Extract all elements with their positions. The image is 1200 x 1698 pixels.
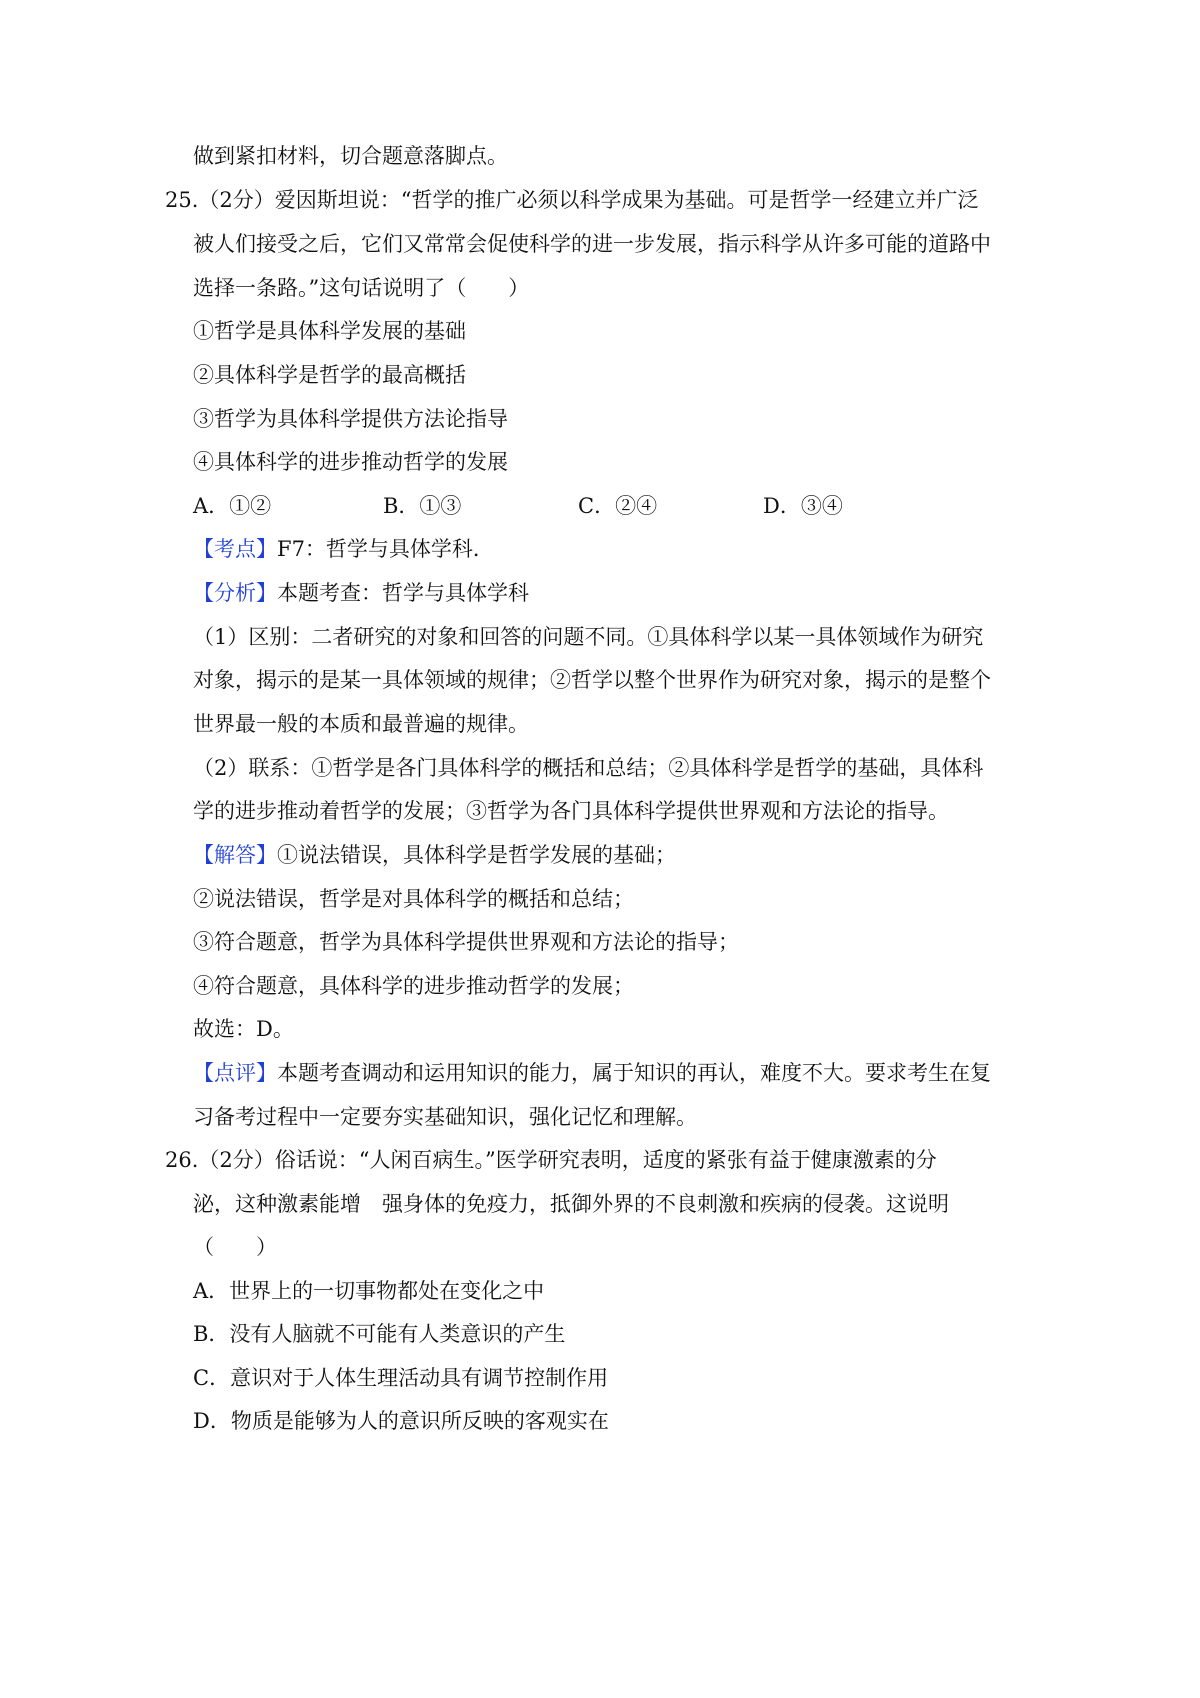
q25-jieda-line: ④符合题意，具体科学的进步推动哲学的发展；: [193, 974, 634, 998]
q26-option-a: A．世界上的一切事物都处在变化之中: [193, 1279, 545, 1303]
previous-answer-tail: 做到紧扣材料，切合题意落脚点。: [193, 144, 508, 168]
dianping-tag: 【点评】: [193, 1061, 277, 1085]
q25-option-c: C．②④: [578, 494, 658, 518]
q25-fenxi-line: 学的进步推动着哲学的发展；③哲学为各门具体科学提供世界观和方法论的指导。: [193, 799, 949, 823]
q25-fenxi-line: 对象，揭示的是某一具体领域的规律；②哲学以整个世界作为研究对象，揭示的是整个: [193, 668, 991, 692]
q25-fenxi: [193, 578, 529, 608]
q25-jieda-line: ②说法错误，哲学是对具体科学的概括和总结；: [193, 887, 634, 911]
dianping-text: 本题考查调动和运用知识的能力，属于知识的再认，难度不大。要求考生在复: [277, 1061, 991, 1085]
q26-stem-line: （ ）: [193, 1235, 277, 1259]
q25-dianping-line: 习备考过程中一定要夯实基础知识，强化记忆和理解。: [193, 1105, 697, 1129]
q25-jieda: [193, 840, 676, 870]
jieda-tag: 【解答】: [193, 843, 277, 867]
q26-stem-line: 泌，这种激素能增 强身体的免疫力，抵御外界的不良刺激和疾病的侵袭。这说明: [193, 1192, 949, 1216]
kaodian-text: F7：哲学与具体学科．: [277, 537, 494, 561]
q25-answer: 故选：D。: [193, 1017, 294, 1041]
q25-stem-line: 被人们接受之后，它们又常常会促使科学的进一步发展，指示科学从许多可能的道路中: [193, 232, 991, 256]
q25-jieda-line: ③符合题意，哲学为具体科学提供世界观和方法论的指导；: [193, 930, 739, 954]
q25-option-d: D．③④: [763, 494, 843, 518]
q25-fenxi-line: 世界最一般的本质和最普遍的规律。: [193, 712, 529, 736]
q25-kaodian: [193, 534, 494, 564]
q25-stem-line: 选择一条路。”这句话说明了（ ）: [193, 276, 530, 300]
q26-option-d: D．物质是能够为人的意识所反映的客观实在: [193, 1409, 609, 1433]
fenxi-text: 本题考查：哲学与具体学科: [277, 581, 529, 605]
q26-option-c: C．意识对于人体生理活动具有调节控制作用: [193, 1366, 609, 1390]
q25-option-b: B．①③: [383, 494, 462, 518]
q25-fenxi-line: （2）联系：①哲学是各门具体科学的概括和总结；②具体科学是哲学的基础，具体科: [193, 756, 984, 780]
q25-statement: ③哲学为具体科学提供方法论指导: [193, 407, 508, 431]
q26-stem-line: 26.（2分）俗话说：“人闲百病生。”医学研究表明，适度的紧张有益于健康激素的分: [165, 1148, 937, 1172]
q26-option-b: B．没有人脑就不可能有人类意识的产生: [193, 1322, 566, 1346]
q25-stem-line: 25.（2分）爱因斯坦说：“哲学的推广必须以科学成果为基础。可是哲学一经建立并广泛: [165, 188, 979, 212]
fenxi-tag: 【分析】: [193, 581, 277, 605]
q25-statement: ②具体科学是哲学的最高概括: [193, 363, 466, 387]
kaodian-tag: 【考点】: [193, 537, 277, 561]
q25-dianping: [193, 1058, 991, 1088]
q25-statement: ④具体科学的进步推动哲学的发展: [193, 450, 508, 474]
q25-fenxi-line: （1）区别：二者研究的对象和回答的问题不同。①具体科学以某一具体领域作为研究: [193, 625, 984, 649]
q25-option-a: A．①②: [193, 494, 272, 518]
q25-statement: ①哲学是具体科学发展的基础: [193, 319, 466, 343]
jieda-text: ①说法错误，具体科学是哲学发展的基础；: [277, 843, 676, 867]
